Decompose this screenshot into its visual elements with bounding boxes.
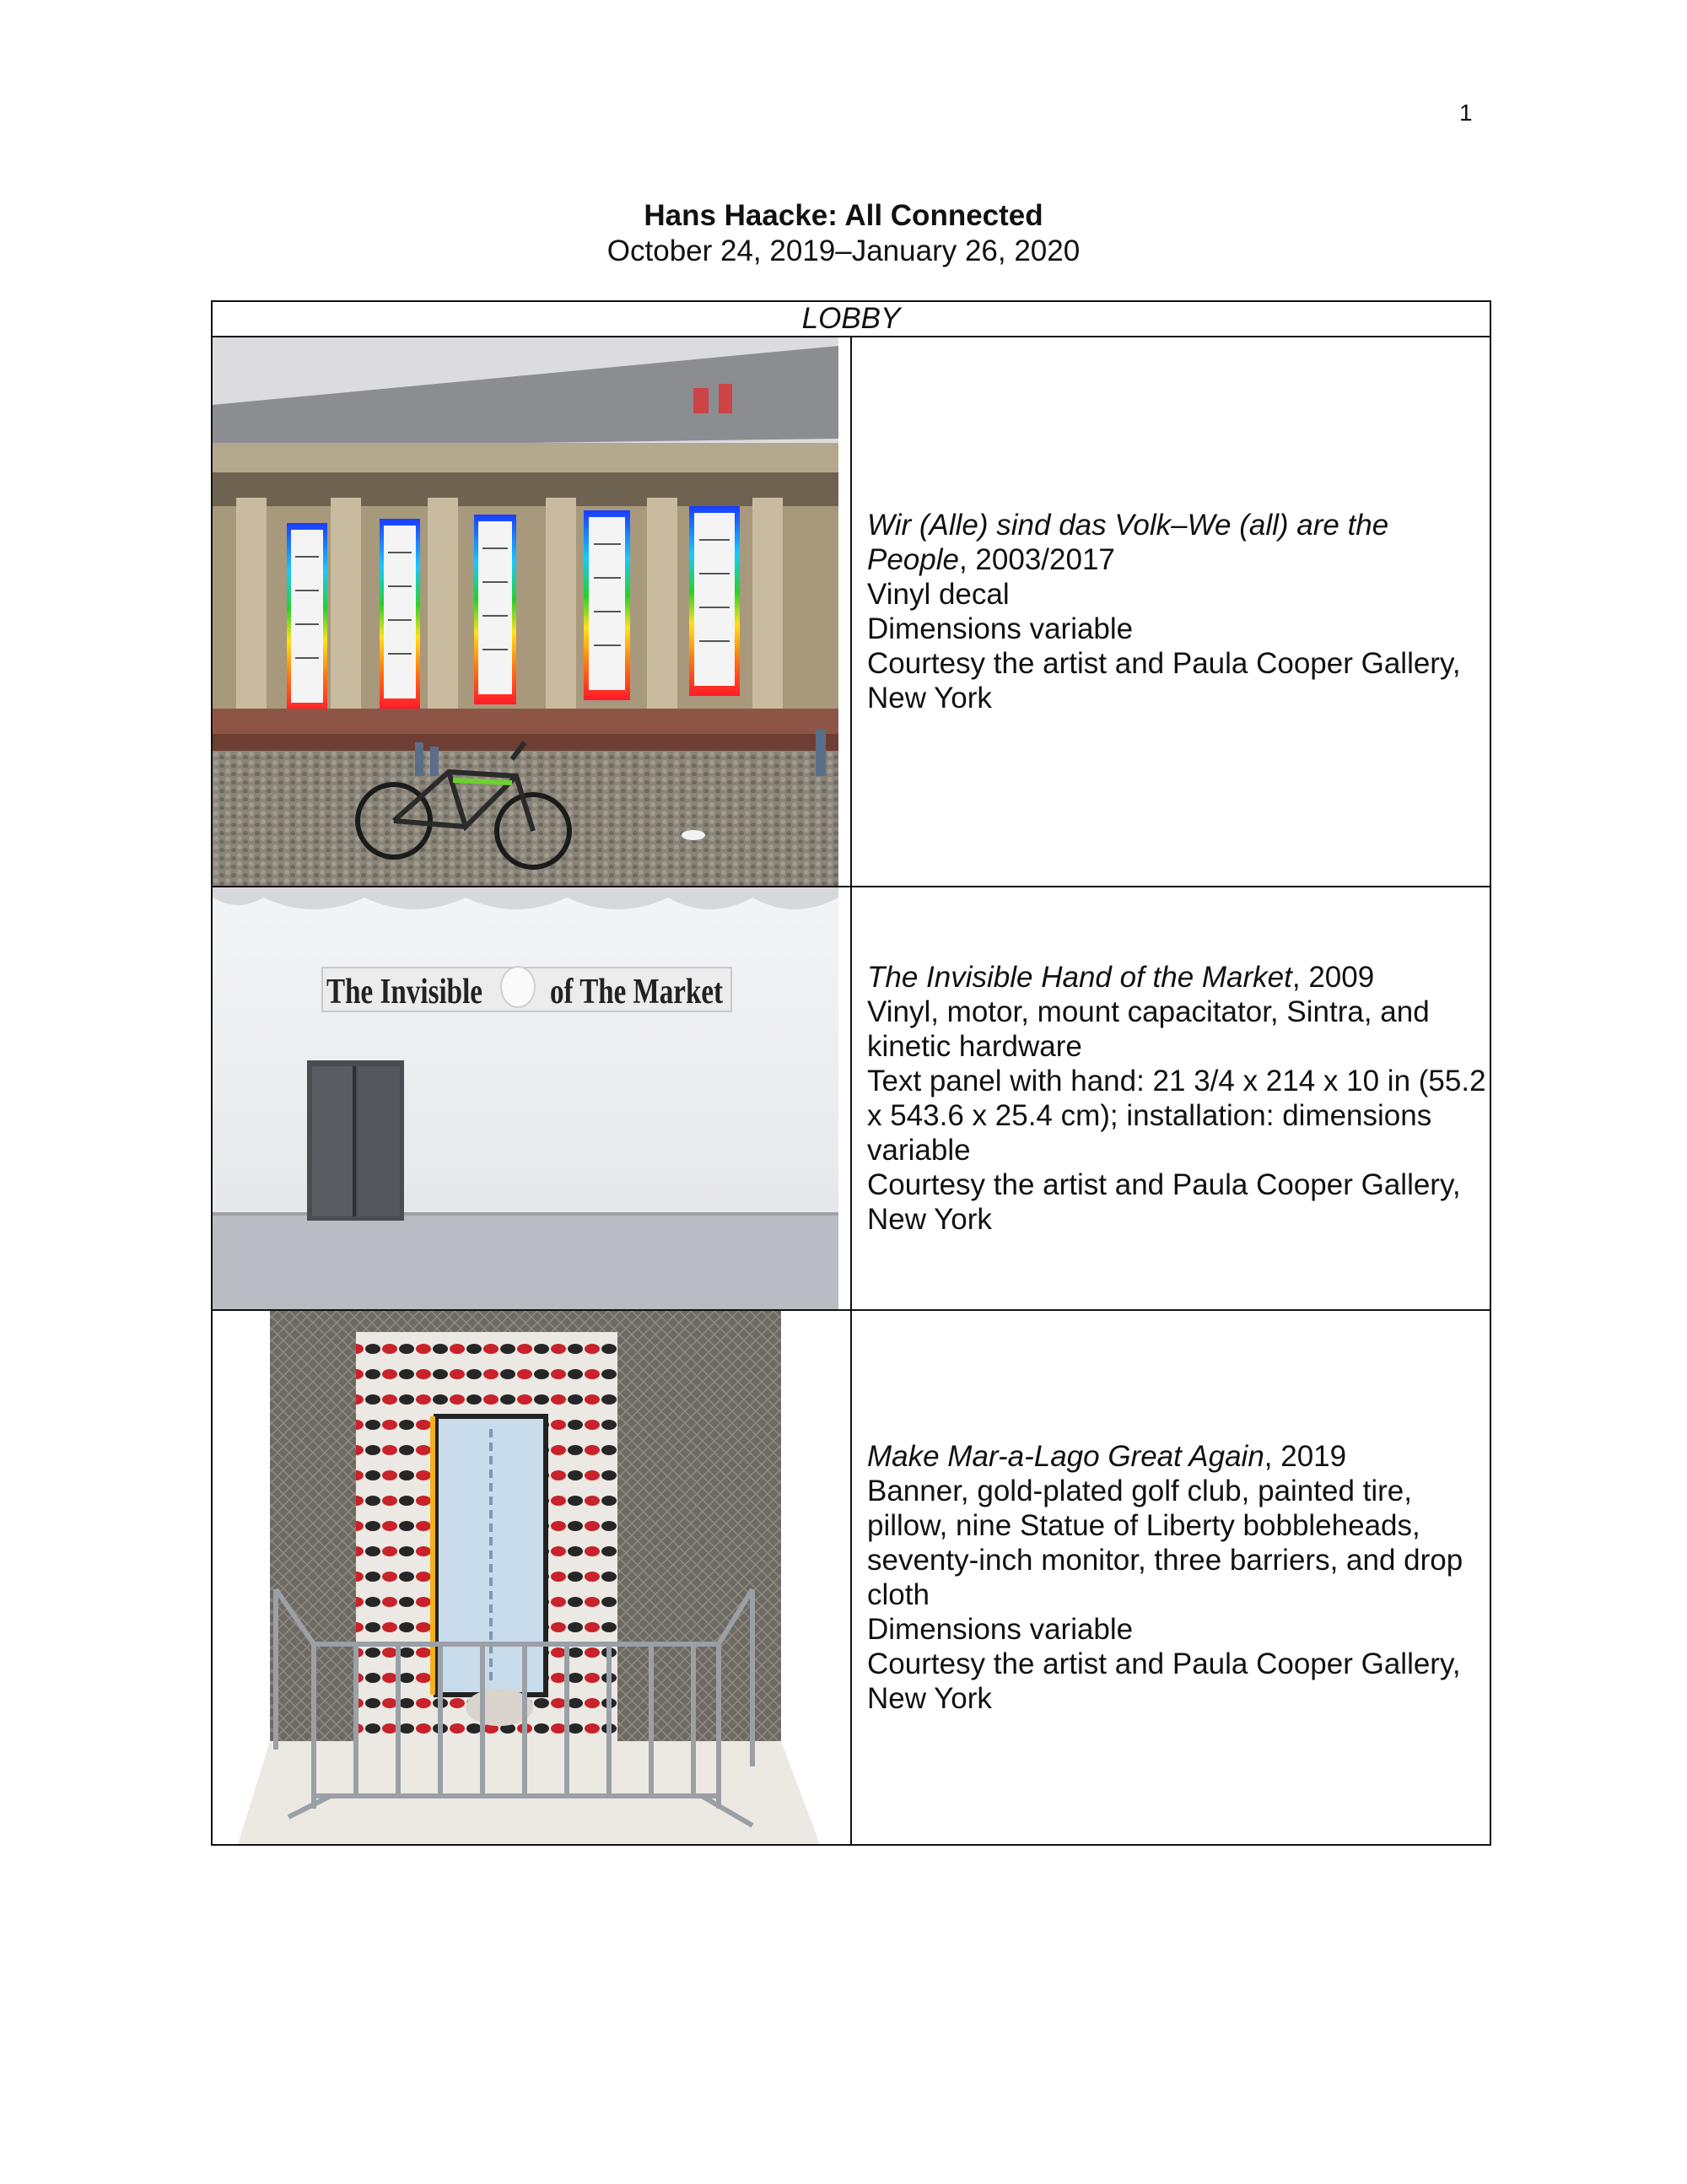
table-row bbox=[212, 1310, 1490, 1845]
artwork-date: , 2019 bbox=[1264, 1440, 1347, 1473]
artwork-dimensions: Text panel with hand: 21 3/4 x 214 x 10 in (55.2 x 543.6 x 25.4 cm); installation: dimensions variable bbox=[867, 1065, 1486, 1167]
artwork-photo-cell bbox=[212, 337, 851, 887]
artwork-credit: Courtesy the artist and Paula Cooper Gallery, New York bbox=[867, 1647, 1461, 1715]
artwork-photo-cell bbox=[212, 1310, 851, 1845]
artwork-medium: Vinyl decal bbox=[867, 578, 1010, 611]
exhibition-dates: October 24, 2019–January 26, 2020 bbox=[606, 235, 1081, 267]
artwork-caption-cell bbox=[851, 1310, 1490, 1845]
artwork-title: Wir (Alle) sind das Volk–We (all) are the People bbox=[867, 509, 1389, 576]
artwork-caption-cell bbox=[851, 887, 1490, 1310]
artwork-caption-cell bbox=[851, 337, 1490, 887]
artwork-dimensions: Dimensions variable bbox=[867, 612, 1134, 645]
artwork-medium: Vinyl, motor, mount capacitator, Sintra, and kinetic hardware bbox=[867, 995, 1430, 1063]
artwork-photo-cell bbox=[212, 887, 851, 1310]
artwork-caption bbox=[867, 508, 1490, 715]
artwork-caption bbox=[867, 1439, 1490, 1716]
table-row bbox=[212, 887, 1490, 1310]
photo-sign-right: of The Market bbox=[550, 973, 724, 1011]
artwork-date: , 2003/2017 bbox=[958, 543, 1115, 576]
artwork-title: Make Mar-a-Lago Great Again bbox=[867, 1440, 1264, 1473]
installation-photo bbox=[213, 1311, 838, 1844]
artwork-medium: Banner, gold-plated golf club, painted tire, pillow, nine Statue of Liberty bobbleheads, seventy-inch monitor, three barriers, and drop cloth bbox=[867, 1475, 1463, 1611]
photo-sign-left: The Invisible bbox=[326, 973, 482, 1011]
section-heading: LOBBY bbox=[212, 301, 1490, 337]
artwork-title: The Invisible Hand of the Market bbox=[867, 961, 1292, 994]
artwork-credit: Courtesy the artist and Paula Cooper Gallery, New York bbox=[867, 647, 1461, 715]
facade-banners-photo bbox=[213, 337, 838, 886]
table-row bbox=[212, 337, 1490, 887]
artwork-credit: Courtesy the artist and Paula Cooper Gallery, New York bbox=[867, 1168, 1461, 1236]
artwork-date: , 2009 bbox=[1291, 961, 1375, 994]
checklist-table bbox=[211, 300, 1491, 1846]
page-number: 1 bbox=[1459, 100, 1473, 126]
gallery-wall-photo bbox=[213, 887, 838, 1309]
artwork-dimensions: Dimensions variable bbox=[867, 1613, 1134, 1646]
exhibition-title: Hans Haacke: All Connected bbox=[644, 199, 1043, 232]
artwork-caption bbox=[867, 960, 1490, 1237]
